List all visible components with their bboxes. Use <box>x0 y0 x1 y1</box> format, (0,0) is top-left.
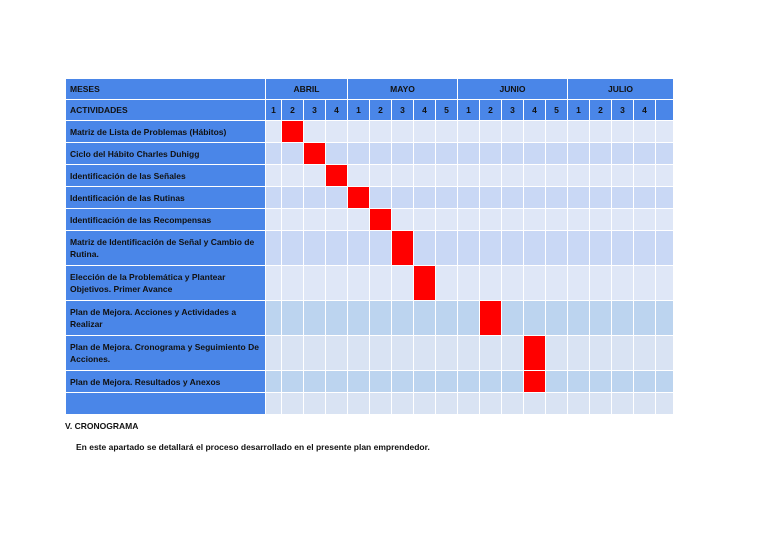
schedule-cell <box>502 231 524 266</box>
schedule-cell <box>392 301 414 336</box>
schedule-cell <box>348 393 370 415</box>
schedule-cell <box>266 336 282 371</box>
schedule-cell <box>458 393 480 415</box>
schedule-cell <box>370 187 392 209</box>
schedule-cell <box>546 187 568 209</box>
schedule-bar <box>524 371 546 393</box>
schedule-cell <box>502 209 524 231</box>
schedule-cell <box>612 209 634 231</box>
week-header: 4 <box>634 100 656 121</box>
schedule-cell <box>458 187 480 209</box>
schedule-cell <box>546 301 568 336</box>
schedule-cell <box>304 301 326 336</box>
schedule-cell <box>524 266 546 301</box>
schedule-cell <box>656 371 674 393</box>
activity-label: Identificación de las Recompensas <box>66 209 266 231</box>
schedule-cell <box>282 393 304 415</box>
schedule-cell <box>370 301 392 336</box>
schedule-cell <box>524 143 546 165</box>
activity-label: Plan de Mejora. Cronograma y Seguimiento De Acciones. <box>66 336 266 371</box>
schedule-bar <box>414 266 436 301</box>
week-header: 5 <box>546 100 568 121</box>
schedule-cell <box>266 371 282 393</box>
week-header: 1 <box>266 100 282 121</box>
activity-row <box>66 143 674 165</box>
schedule-cell <box>656 336 674 371</box>
schedule-cell <box>634 393 656 415</box>
schedule-cell <box>656 266 674 301</box>
schedule-cell <box>282 143 304 165</box>
schedule-cell <box>502 301 524 336</box>
schedule-cell <box>634 121 656 143</box>
schedule-cell <box>266 121 282 143</box>
schedule-cell <box>480 231 502 266</box>
schedule-cell <box>414 165 436 187</box>
schedule-cell <box>414 301 436 336</box>
schedule-cell <box>612 336 634 371</box>
schedule-cell <box>590 336 612 371</box>
schedule-cell <box>502 187 524 209</box>
schedule-cell <box>546 336 568 371</box>
activity-label: Matriz de Identificación de Señal y Cambio de Rutina. <box>66 231 266 266</box>
schedule-cell <box>282 209 304 231</box>
schedule-cell <box>282 301 304 336</box>
schedule-cell <box>458 336 480 371</box>
gantt-table <box>65 78 674 415</box>
schedule-cell <box>502 371 524 393</box>
schedule-cell <box>546 121 568 143</box>
schedule-cell <box>436 209 458 231</box>
schedule-cell <box>546 231 568 266</box>
schedule-cell <box>568 187 590 209</box>
week-header: 3 <box>502 100 524 121</box>
schedule-cell <box>348 336 370 371</box>
schedule-cell <box>502 143 524 165</box>
schedule-cell <box>392 209 414 231</box>
schedule-cell <box>656 393 674 415</box>
activity-row <box>66 187 674 209</box>
schedule-cell <box>304 266 326 301</box>
week-header: 3 <box>612 100 634 121</box>
schedule-bar <box>392 231 414 266</box>
schedule-cell <box>282 165 304 187</box>
schedule-cell <box>370 336 392 371</box>
schedule-cell <box>414 371 436 393</box>
schedule-cell <box>304 371 326 393</box>
schedule-cell <box>656 121 674 143</box>
schedule-cell <box>458 121 480 143</box>
week-header: 1 <box>568 100 590 121</box>
schedule-cell <box>282 187 304 209</box>
schedule-cell <box>370 231 392 266</box>
schedule-cell <box>304 231 326 266</box>
activity-row <box>66 165 674 187</box>
schedule-cell <box>634 143 656 165</box>
week-header: 2 <box>480 100 502 121</box>
activity-label: Identificación de las Rutinas <box>66 187 266 209</box>
schedule-cell <box>546 209 568 231</box>
schedule-cell <box>656 187 674 209</box>
schedule-cell <box>480 143 502 165</box>
schedule-cell <box>612 143 634 165</box>
schedule-cell <box>436 336 458 371</box>
schedule-cell <box>568 165 590 187</box>
section-paragraph: En este apartado se detallará el proceso desarrollado en el presente plan emprendedor. <box>76 442 430 452</box>
schedule-cell <box>590 371 612 393</box>
schedule-cell <box>370 266 392 301</box>
schedule-cell <box>304 165 326 187</box>
schedule-bar <box>282 121 304 143</box>
schedule-cell <box>590 393 612 415</box>
schedule-cell <box>348 301 370 336</box>
schedule-cell <box>458 301 480 336</box>
schedule-cell <box>568 209 590 231</box>
schedule-cell <box>590 165 612 187</box>
schedule-cell <box>370 143 392 165</box>
schedule-cell <box>392 121 414 143</box>
schedule-cell <box>502 165 524 187</box>
schedule-cell <box>612 266 634 301</box>
week-header: 3 <box>304 100 326 121</box>
schedule-cell <box>266 165 282 187</box>
activity-label: Matriz de Lista de Problemas (Hábitos) <box>66 121 266 143</box>
schedule-cell <box>266 231 282 266</box>
schedule-cell <box>458 165 480 187</box>
schedule-cell <box>414 231 436 266</box>
schedule-cell <box>370 121 392 143</box>
schedule-cell <box>590 143 612 165</box>
week-header: 2 <box>282 100 304 121</box>
schedule-cell <box>392 143 414 165</box>
schedule-cell <box>458 266 480 301</box>
schedule-cell <box>326 121 348 143</box>
month-header-abril: ABRIL <box>266 79 348 100</box>
schedule-cell <box>326 187 348 209</box>
activity-row <box>66 266 674 301</box>
schedule-cell <box>266 209 282 231</box>
schedule-cell <box>326 143 348 165</box>
schedule-cell <box>480 209 502 231</box>
schedule-cell <box>266 187 282 209</box>
schedule-cell <box>568 231 590 266</box>
schedule-cell <box>304 187 326 209</box>
schedule-cell <box>612 121 634 143</box>
schedule-bar <box>304 143 326 165</box>
schedule-cell <box>634 266 656 301</box>
schedule-cell <box>458 209 480 231</box>
schedule-cell <box>436 301 458 336</box>
week-header: 1 <box>458 100 480 121</box>
schedule-cell <box>414 187 436 209</box>
schedule-cell <box>656 301 674 336</box>
schedule-cell <box>612 393 634 415</box>
schedule-cell <box>634 336 656 371</box>
week-header: 3 <box>392 100 414 121</box>
schedule-cell <box>524 209 546 231</box>
schedule-cell <box>634 371 656 393</box>
section-title: V. CRONOGRAMA <box>65 421 139 431</box>
activity-row <box>66 209 674 231</box>
schedule-cell <box>266 266 282 301</box>
schedule-cell <box>266 301 282 336</box>
activities-header-label: ACTIVIDADES <box>66 100 266 121</box>
schedule-cell <box>524 121 546 143</box>
schedule-cell <box>436 143 458 165</box>
schedule-cell <box>304 336 326 371</box>
schedule-cell <box>612 301 634 336</box>
schedule-cell <box>502 336 524 371</box>
schedule-cell <box>546 165 568 187</box>
schedule-cell <box>590 301 612 336</box>
month-header-julio: JULIO <box>568 79 674 100</box>
schedule-cell <box>304 209 326 231</box>
schedule-cell <box>348 209 370 231</box>
week-header: 4 <box>414 100 436 121</box>
schedule-cell <box>546 266 568 301</box>
activity-row <box>66 301 674 336</box>
activity-row <box>66 121 674 143</box>
schedule-cell <box>546 143 568 165</box>
month-header-mayo: MAYO <box>348 79 458 100</box>
schedule-cell <box>392 336 414 371</box>
schedule-cell <box>304 121 326 143</box>
activity-row <box>66 231 674 266</box>
schedule-cell <box>282 266 304 301</box>
schedule-bar <box>348 187 370 209</box>
week-header: 4 <box>326 100 348 121</box>
schedule-cell <box>458 143 480 165</box>
week-header: 5 <box>436 100 458 121</box>
schedule-cell <box>326 231 348 266</box>
schedule-cell <box>634 187 656 209</box>
schedule-cell <box>524 393 546 415</box>
schedule-cell <box>458 231 480 266</box>
schedule-cell <box>524 187 546 209</box>
schedule-cell <box>634 165 656 187</box>
schedule-cell <box>282 336 304 371</box>
schedule-cell <box>436 121 458 143</box>
activity-label: Plan de Mejora. Resultados y Anexos <box>66 371 266 393</box>
schedule-cell <box>656 143 674 165</box>
week-header: 1 <box>348 100 370 121</box>
schedule-cell <box>546 393 568 415</box>
schedule-cell <box>326 371 348 393</box>
schedule-bar <box>326 165 348 187</box>
schedule-cell <box>436 187 458 209</box>
schedule-cell <box>392 371 414 393</box>
schedule-cell <box>524 231 546 266</box>
schedule-cell <box>590 121 612 143</box>
schedule-cell <box>282 231 304 266</box>
schedule-cell <box>414 143 436 165</box>
schedule-cell <box>524 165 546 187</box>
schedule-bar <box>370 209 392 231</box>
schedule-cell <box>458 371 480 393</box>
schedule-cell <box>370 165 392 187</box>
activity-label: Plan de Mejora. Acciones y Actividades a Realizar <box>66 301 266 336</box>
schedule-cell <box>656 209 674 231</box>
week-header: 4 <box>524 100 546 121</box>
schedule-cell <box>612 165 634 187</box>
schedule-cell <box>414 393 436 415</box>
schedule-cell <box>590 231 612 266</box>
schedule-cell <box>348 231 370 266</box>
schedule-cell <box>568 121 590 143</box>
schedule-cell <box>502 121 524 143</box>
schedule-cell <box>612 371 634 393</box>
schedule-cell <box>480 266 502 301</box>
schedule-cell <box>414 336 436 371</box>
activity-row <box>66 371 674 393</box>
schedule-cell <box>568 143 590 165</box>
schedule-cell <box>326 266 348 301</box>
schedule-cell <box>370 371 392 393</box>
months-header-label: MESES <box>66 79 266 100</box>
schedule-cell <box>348 121 370 143</box>
schedule-cell <box>392 266 414 301</box>
schedule-cell <box>348 266 370 301</box>
schedule-cell <box>266 143 282 165</box>
schedule-bar <box>524 336 546 371</box>
week-header: 2 <box>370 100 392 121</box>
schedule-cell <box>326 209 348 231</box>
schedule-cell <box>436 165 458 187</box>
schedule-cell <box>524 301 546 336</box>
schedule-cell <box>326 301 348 336</box>
schedule-cell <box>502 266 524 301</box>
schedule-cell <box>348 371 370 393</box>
schedule-cell <box>568 393 590 415</box>
schedule-cell <box>326 336 348 371</box>
schedule-cell <box>634 209 656 231</box>
activity-row <box>66 393 674 415</box>
schedule-cell <box>612 187 634 209</box>
week-header-filler <box>656 100 674 121</box>
schedule-cell <box>326 393 348 415</box>
schedule-cell <box>480 187 502 209</box>
schedule-cell <box>392 165 414 187</box>
schedule-cell <box>546 371 568 393</box>
schedule-cell <box>568 336 590 371</box>
schedule-cell <box>348 143 370 165</box>
schedule-cell <box>502 393 524 415</box>
schedule-cell <box>634 231 656 266</box>
schedule-cell <box>436 266 458 301</box>
schedule-cell <box>590 209 612 231</box>
schedule-cell <box>480 336 502 371</box>
schedule-cell <box>634 301 656 336</box>
schedule-cell <box>436 231 458 266</box>
schedule-cell <box>568 301 590 336</box>
week-header: 2 <box>590 100 612 121</box>
schedule-cell <box>304 393 326 415</box>
schedule-cell <box>480 121 502 143</box>
schedule-cell <box>480 165 502 187</box>
schedule-cell <box>348 165 370 187</box>
schedule-cell <box>436 371 458 393</box>
schedule-cell <box>612 231 634 266</box>
month-header-junio: JUNIO <box>458 79 568 100</box>
schedule-cell <box>370 393 392 415</box>
schedule-cell <box>480 371 502 393</box>
schedule-cell <box>392 393 414 415</box>
schedule-cell <box>480 393 502 415</box>
schedule-cell <box>266 393 282 415</box>
schedule-cell <box>436 393 458 415</box>
schedule-cell <box>568 371 590 393</box>
schedule-cell <box>392 187 414 209</box>
schedule-cell <box>590 266 612 301</box>
activity-label: Identificación de las Señales <box>66 165 266 187</box>
activity-label: Ciclo del Hábito Charles Duhigg <box>66 143 266 165</box>
schedule-cell <box>590 187 612 209</box>
schedule-cell <box>568 266 590 301</box>
schedule-cell <box>282 371 304 393</box>
schedule-cell <box>414 209 436 231</box>
activity-label <box>66 393 266 415</box>
activity-label: Elección de la Problemática y Plantear Objetivos. Primer Avance <box>66 266 266 301</box>
activity-row <box>66 336 674 371</box>
schedule-cell <box>656 165 674 187</box>
schedule-cell <box>656 231 674 266</box>
schedule-cell <box>414 121 436 143</box>
schedule-bar <box>480 301 502 336</box>
